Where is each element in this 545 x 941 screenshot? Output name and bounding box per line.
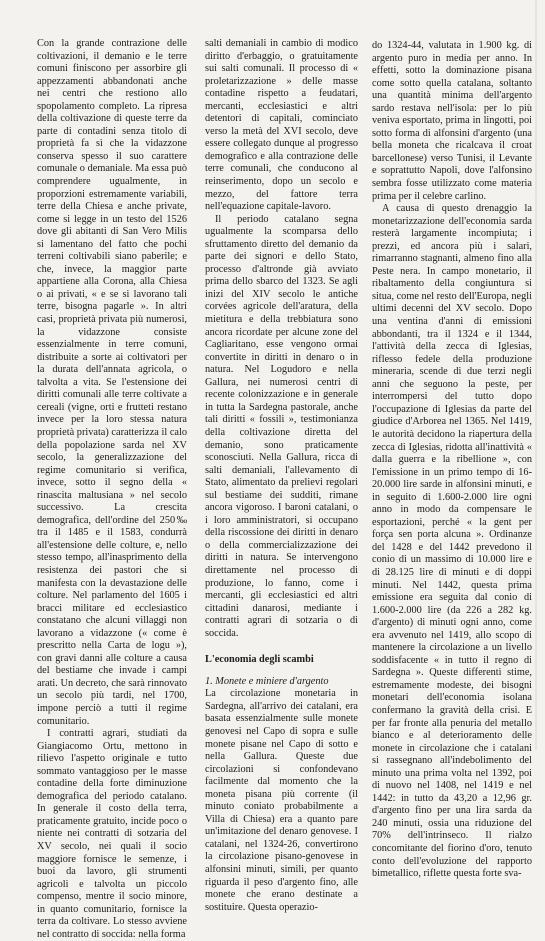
page-gutter-shadow [535,0,537,750]
paragraph: Il periodo catalano segna ugualmente la scomparsa dello sfruttamento diretto del demanio da parte dei signori e dello Stato, processo d'altronde già avviato prima dello sbarco del 1323. Se agli inizi del XIV secolo le antiche corvées agricole dell'aratura, della mietitura e della trebbiatura sono ancora ricordate per alcune zone del Cagliaritano, esse vengono ormai convertite in diritti in denaro o in natura. Nel Logudoro e nella Gallura, nei numerosi centri di recente colonizzazione e in generale in tutta la Sardegna pastorale, anche tali diritti « fossili », testimonianza della coltivazione diretta del demanio, sono praticamente sconosciuti. Nella Gallura, ricca di salti demaniali, l'allevamento di Stato, alimentato da prelievi regolari sul bestiame dei sudditi, rimane ancora vigoroso. I baroni catalani, o i loro amministratori, si occupano della riscossione dei diritti in denaro o della commercializzazione dei diritti in natura. Se intervengono direttamente nel processo di produzione, lo fanno, come i mercanti, gli ecclesiastici ed altri cittadini danarosi, mediante i contratti agrari di sotzaria o di soccida. [205,213,358,639]
paragraph: Con la grande contrazione delle coltivazioni, il demanio e le terre comuni finiscono per assorbire gli appezzamenti abbandonati anche nei centri che restiono allo spopolamento completo. La ripresa della coltivazione di queste terre da parte di contadini senza titolo di proprietà fa sì che la vidazzone conserva spesso il suo carattere comunale o demaniale. Ma essa può comprendere ugualmente, in proporzioni estremamente variabili, terre della Chiesa e anche private, come si legge in un testo del 1526 dove gli abitanti di San Vero Milis si lamentano del fatto che pochi terreni coltivabili siano paberile; e che, invece, la maggior parte appartiene alla Corona, alla Chiesa o ai privati, « e se si lavorano tali terre, bisogna pagarle ». In altri casi, proprietà privata più numerosi, la vidazzone consiste essenzialmente in terre comuni, distribuite a sorte ai coltivatori per la durata dell'annata agricola, o talvolta a vita. Se l'estensione dei diritti comunali alle terre coltivate a cereali (vigne, orti e frutteti restano invece per la loro stessa natura proprietà privata) caratterizza il calo della popolazione sarda nel XV secolo, la generalizzazione del regime comunitario si verifica, invece, sotto il segno della « rinascita maltusiana » nel secolo successivo. La crescita demografica, dell'ordine del 250‰ tra il 1485 e il 1583, condurrà all'estensione delle colture, e, nello stesso tempo, all'inasprimento della resistenza dei pastori che si manifesta con la devastazione delle colture. Nel parlamento del 1605 i bracci militare ed ecclesiastico constatano che alcuni villaggi non lavorano a vidazzone (« come è prescritto nella Carta de logu »), con gravi danni alle colture a causa del bestiame che invade i campi arati. Un decreto, che sarà rinnovato un secolo più tardi, nel 1700, impone perciò a tutti il regime comunitario. [37,38,187,727]
paragraph: do 1324-44, valutata in 1.900 kg. di argento puro in media per anno. In effetti, sotto la dominazione pisana come sotto quella catalana, soltanto una quantità minima dell'argento sardo restava nell'isola: per lo più veniva esportato, prima in lingotti, poi sotto forma di alfonsini d'argento (una bella moneta che ricalcava il croat barcellonese) verso Tunisi, il Levante e soprattutto Napoli, dove l'alfonsino sembra fosse utilizzato come materia prima per il celebre carlino. [372,40,532,202]
paragraph: I contratti agrari, studiati da Giangiacomo Ortu, mettono in rilievo l'aspetto originale e tutto sommato vantaggioso per le masse contadine della forte diminuzione demografica del periodo catalano. In generale il costo della terra, praticamente gratuito, incide poco o niente nei contratti di sotzaria del XV secolo, nei quali il socio maggiore fornisce le semenze, i buoi da lavoro, gli strumenti agricoli e talvolta un piccolo compenso, mentre il socio minore, in quanto comunitario, fornisce la terra da coltivare. Lo stesso avviene nel contratto di soccida: nella forma [37,728,187,940]
section-heading: L'economia degli scambi [205,654,314,666]
paragraph: salti demaniali in cambio di modico diritto d'erbaggio, o gratuitamente sui salti comunali. Il processo di « proletarizzazione » delle masse contadine rispetto a feudatari, mercanti, ecclesiastici e altri detentori di capitali, cominciato verso la metà del XVI secolo, deve essere collegato dunque al progresso demografico e alla contrazione delle terre comunali, che conducono al reinserimento, dopo un secolo e mezzo, del fattore terra nell'equazione capitale-lavoro. [205,38,358,213]
column-1 [37,38,187,940]
column-2 [205,38,358,913]
paragraph: A causa di questo drenaggio la monetarizzazione dell'economia sarda resterà largamente incompiuta; i prezzi, ed ancora più i salari, rimarranno stagnanti, almeno fino alla Peste nera. In campo monetario, il ribaltamento della congiuntura si situa, come nel resto dell'Europa, negli ultimi decenni del XV secolo. Dopo una ventina d'anni di emissioni abbondanti, tra il 1324 e il 1344, l'attività della zecca di Iglesias, riflesso fedele della produzione mineraria, scende di due terzi negli anni che seguono la peste, per interrompersi del tutto dopo l'occupazione di Iglesias da parte del giudice d'Arborea nel 1365. Nel 1419, le autorità decidono la riapertura della zecca di Iglesias, ridotta all'inattività « dalla guerra e la ribellione », con l'emissione in un primo tempo di 16-20.000 lire sarde in alfonsini minuti, e in seguito di 1.600-2.000 lire ogni anno in modo da compensare le esportazioni, perché « la gent per força sen porta alcuna ». Ordinanze del 1428 e del 1442 prevedono il conio di un massimo di 10.000 lire e di 28.125 lire di minuti e di doppi minuti. Nel 1442, questa prima emissione era seguita dal conio di 1.600-2.000 lire (da 226 a 282 kg. d'argento) di minuti ogni anno, come era avvenuto nel 1419, allo scopo di mantenere la circolazione a un livello soddisfacente « in tutto il regno di Sardegna ». Queste differenti stime, estremamente modeste, dei bisogni monetari dell'economia isolana confermano la gravità della crisi. E per far fronte alla penuria del metallo bianco e al deterioramento delle monete in circolazione che i catalani si rassegnano all'indebolimento del minuto una prima volta nel 1392, poi di nuovo nel 1408, nel 1419 e nel 1442: in tutto da 43,20 a 12,96 gr. d'argento fino per una lira sarda da 240 minuti, ossia una riduzione del 70% dell'intrinseco. Il rialzo concomitante del fiorino d'oro, tenuto conto dell'evoluzione del rapporto bimetallico, riflette questa forte sva- [372,203,532,880]
subsection-heading: 1. Monete e miniere d'argento [205,675,329,687]
paragraph: La circolazione monetaria in Sardegna, all'arrivo dei catalani, era basata essenzialmente sulle monete genovesi nel Capo di sopra e sulle monete pisane nel Capo di sotto e nella Gallura. Queste due circolazioni si confondevano facilmente dal momento che la moneta pisana più corrente (il minuto coniato probabilmente a Villa di Chiesa) era a quanto pare un'imitazione del denaro genovese. I catalani, nel 1324-26, convertirono la circolazione pisano-genovese in alfonsini minuti, simili, per quanto riguarda il peso d'argento fino, alle monete che erano destinate a sostituire. Questa operazio- [205,688,358,913]
column-3 [372,40,532,880]
